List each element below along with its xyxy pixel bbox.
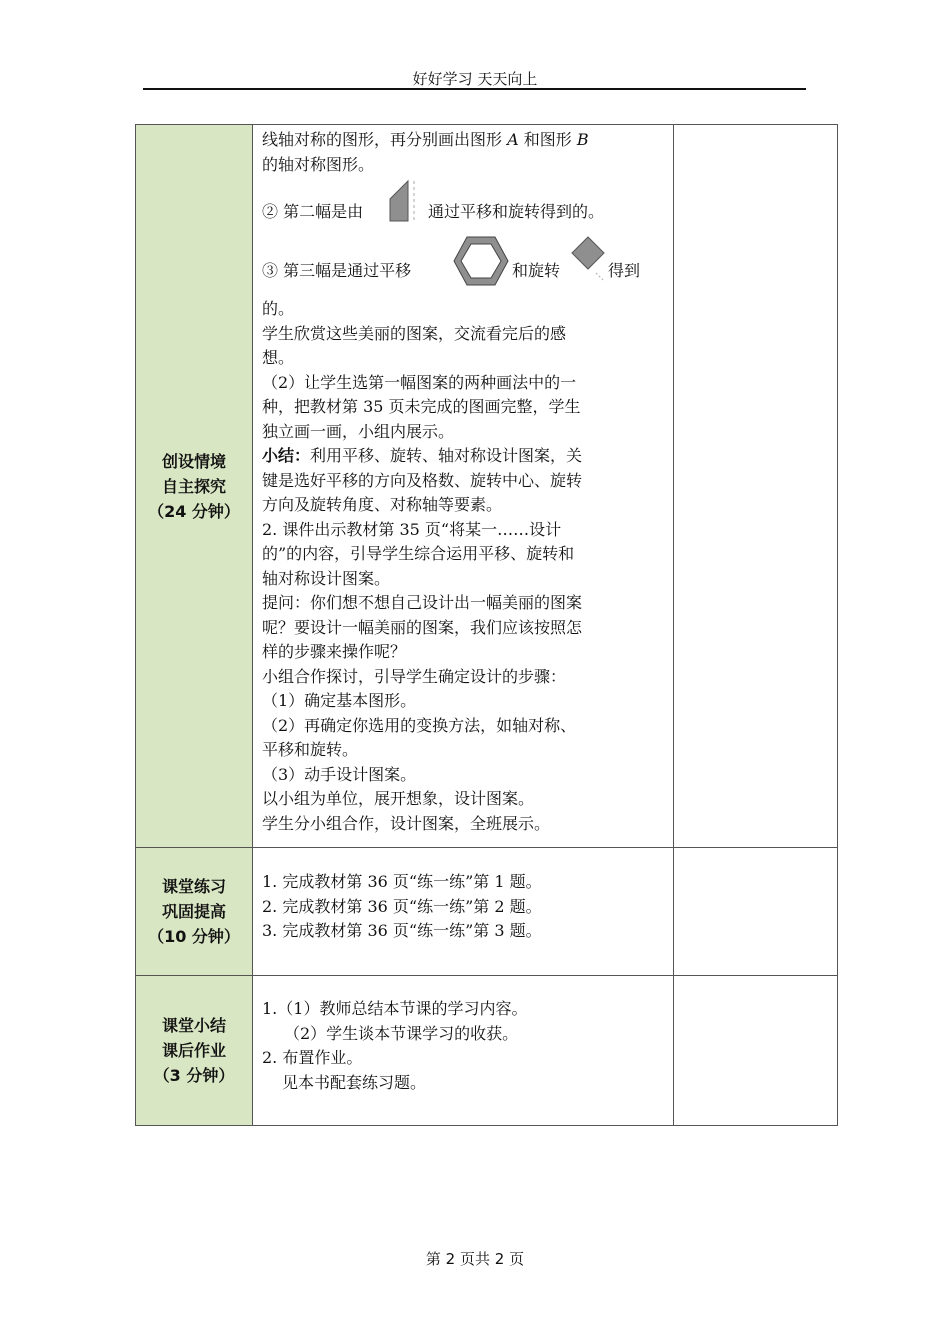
text-line: 学生分小组合作，设计图案，全班展示。 <box>262 813 551 833</box>
fig3-text-mid: 和旋转 <box>512 261 561 280</box>
text-line: 小组合作探讨，引导学生确定设计的步骤： <box>262 666 567 686</box>
row-label-summary <box>136 976 253 1126</box>
row-notes-summary <box>674 976 838 1126</box>
label-line: （24 分钟） <box>148 501 240 521</box>
page-footer: 第 2 页共 2 页 <box>425 1250 525 1268</box>
text-line: 2. 课件出示教材第 35 页“将某一……设计 <box>262 519 562 539</box>
table-row-practice <box>136 848 838 976</box>
letter-b: B <box>576 130 589 149</box>
text-line: 以小组为单位，展开想象，设计图案。 <box>262 789 535 808</box>
table-row-explore <box>136 125 838 848</box>
page-header: 好好学习 天天向上 <box>412 70 538 88</box>
list-item: 3. 完成教材第 36 页“练一练”第 3 题。 <box>262 921 542 941</box>
label-line: 创设情境 <box>161 451 226 471</box>
table-row-summary <box>136 976 838 1126</box>
label-line: 课后作业 <box>161 1041 226 1060</box>
fig3-text-before: ③ 第三幅是通过平移 <box>262 261 412 280</box>
row-notes-explore <box>674 125 838 848</box>
text-line: （2）再确定你选用的变换方法，如轴对称、 <box>262 715 577 735</box>
list-item: 2. 布置作业。 <box>262 1048 363 1067</box>
header-rule <box>143 88 806 90</box>
list-item: 1.（1）教师总结本节课的学习内容。 <box>262 999 528 1018</box>
fig3-text-after: 得到 <box>608 261 641 280</box>
text-line: 小结：利用平移、旋转、轴对称设计图案，关 <box>262 446 583 465</box>
text-line: 想。 <box>262 348 295 367</box>
text-line: 平移和旋转。 <box>262 740 359 759</box>
text-line: 种，把教材第 35 页未完成的图画完整，学生 <box>262 397 581 416</box>
list-item: 2. 完成教材第 36 页“练一练”第 2 题。 <box>262 896 542 916</box>
text-line: 样的步骤来操作呢？ <box>262 642 407 661</box>
text-line: 轴对称设计图案。 <box>262 568 391 588</box>
summary-label: 小结： <box>262 446 311 465</box>
list-item: 见本书配套练习题。 <box>282 1072 427 1092</box>
row-content-summary <box>253 976 674 1126</box>
text-line: 的”的内容，引导学生综合运用平移、旋转和 <box>262 544 575 563</box>
row-label-practice <box>136 848 253 976</box>
text-line: 键是选好平移的方向及格数、旋转中心、旋转 <box>262 470 583 490</box>
label-line: 自主探究 <box>161 476 226 496</box>
hexagon-shape-icon <box>452 235 510 287</box>
text-line: 呢？要设计一幅美丽的图案，我们应该按照怎 <box>262 617 583 637</box>
label-line: （3 分钟） <box>153 1066 235 1085</box>
text-line: （3）动手设计图案。 <box>262 764 417 784</box>
rhombus-shape-icon <box>570 233 610 283</box>
label-line: 课堂练习 <box>161 877 226 896</box>
text-line: （1）确定基本图形。 <box>262 691 417 710</box>
figure-line-3 <box>262 233 665 297</box>
trapezoid-shape-icon <box>386 177 422 225</box>
list-item: （2）学生谈本节课学习的收获。 <box>284 1023 519 1043</box>
list-item: 1. 完成教材第 36 页“练一练”第 1 题。 <box>262 872 542 892</box>
letter-a: A <box>507 130 519 149</box>
lesson-table <box>135 124 838 1126</box>
text-line: 的轴对称图形。 <box>262 154 375 174</box>
text-line: 方向及旋转角度、对称轴等要素。 <box>262 495 503 514</box>
fig2-text-before: ② 第二幅是由 <box>262 202 364 221</box>
label-line: （10 分钟） <box>148 927 240 946</box>
row-content-practice <box>253 848 674 976</box>
label-line: 课堂小结 <box>161 1016 226 1035</box>
row-content-explore <box>253 125 674 848</box>
row-notes-practice <box>674 848 838 976</box>
label-line: 巩固提高 <box>161 902 226 921</box>
text-line: 线轴对称的图形，再分别画出图形 A 和图形 B <box>262 130 589 149</box>
text-line: 独立画一画，小组内展示。 <box>262 421 455 441</box>
text-line: 提问：你们想不想自己设计出一幅美丽的图案 <box>262 593 583 612</box>
figure-line-2 <box>262 177 665 233</box>
text-line: 的。 <box>262 299 295 318</box>
row-label-explore <box>136 125 253 848</box>
fig2-text-after: 通过平移和旋转得到的。 <box>428 202 605 221</box>
text-line: 学生欣赏这些美丽的图案，交流看完后的感 <box>262 323 567 343</box>
text-line: （2）让学生选第一幅图案的两种画法中的一 <box>262 372 577 392</box>
